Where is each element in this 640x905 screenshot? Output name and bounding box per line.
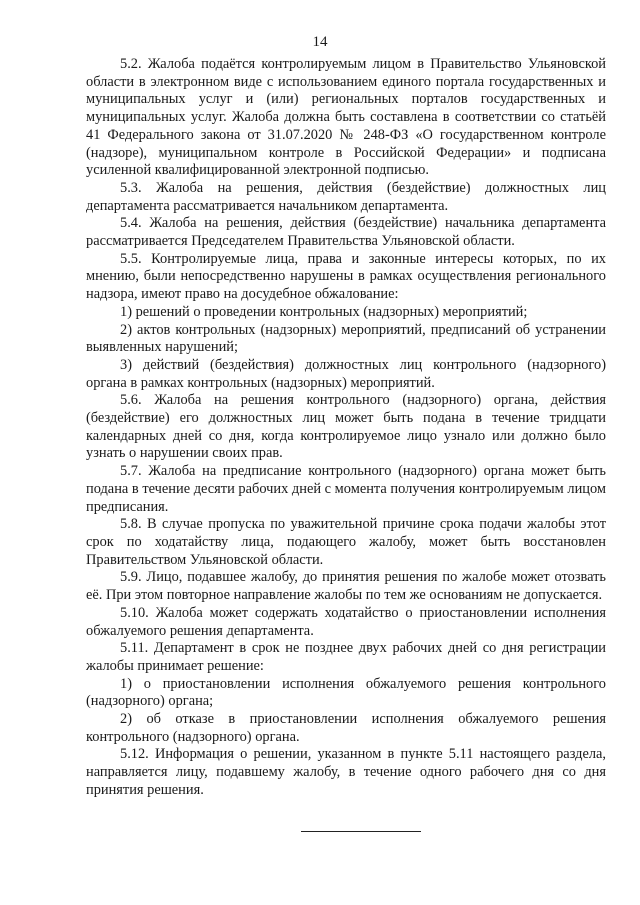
paragraph-5-4: 5.4. Жалоба на решения, действия (бездействие) начальника департамента рассматривается Председателем Правительства Ульяновской области.	[86, 215, 606, 250]
paragraph-5-5: 5.5. Контролируемые лица, права и законные интересы которых, по их мнению, были непосредственно нарушены в рамках осуществления регионального надзора, имеют право на досудебное обжалование:	[86, 250, 606, 303]
document-body	[86, 56, 606, 800]
page-number: 14	[312, 34, 328, 50]
paragraph-5-10: 5.10. Жалоба может содержать ходатайство о приостановлении исполнения обжалуемого решения департамента.	[86, 604, 606, 639]
list-item-5-5-1: 1) решений о проведении контрольных (надзорных) мероприятий;	[120, 303, 528, 320]
paragraph-5-2: 5.2. Жалоба подаётся контролируемым лицом в Правительство Ульяновской области в электронном виде с использованием единого портала государственных и муниципальных услуг и (или) региональных порталов государственных и муниципальных услуг. Жалоба должна быть составлена в соответствии со статьёй 41 Федерального закона от 31.07.2020 № 248-ФЗ «О государственном контроле (надзоре), муниципальном контроле в Российской Федерации» и подписана усиленной квалифицированной электронной подписью.	[86, 56, 606, 179]
paragraph-5-7: 5.7. Жалоба на предписание контрольного (надзорного) органа может быть подана в течение десяти рабочих дней с момента получения контролируемым лицом предписания.	[86, 463, 606, 515]
paragraph-5-3: 5.3. Жалоба на решения, действия (бездействие) должностных лиц департамента рассматривается начальником департамента.	[86, 179, 606, 214]
paragraph-5-12: 5.12. Информация о решении, указанном в пункте 5.11 настоящего раздела, направляется лицу, подавшему жалобу, в течение одного рабочего дня со дня принятия решения.	[86, 746, 606, 798]
paragraph-5-11: 5.11. Департамент в срок не позднее двух рабочих дней со дня регистрации жалобы принимает решение:	[86, 640, 606, 674]
paragraph-5-6: 5.6. Жалоба на решения контрольного (надзорного) органа, действия (бездействие) его должностных лиц может быть подана в течение тридцати календарных дней со дня, когда контролируемое лицо узнало или должно было узнать о нарушении своих прав.	[86, 392, 606, 462]
list-item-5-5-3: 3) действий (бездействия) должностных лиц контрольного (надзорного) органа в рамках контрольных (надзорных) мероприятий.	[86, 356, 606, 391]
paragraph-5-9: 5.9. Лицо, подавшее жалобу, до принятия решения по жалобе может отозвать её. При этом повторное направление жалобы по тем же основаниям не допускается.	[86, 569, 606, 604]
end-of-section-rule	[301, 831, 421, 832]
list-item-5-11-2: 2) об отказе в приостановлении исполнения обжалуемого решения контрольного (надзорного) органа.	[86, 711, 606, 745]
list-item-5-5-2: 2) актов контрольных (надзорных) мероприятий, предписаний об устранении выявленных нарушений;	[86, 321, 606, 356]
paragraph-5-8: 5.8. В случае пропуска по уважительной причине срока подачи жалобы этот срок по ходатайству лица, подающего жалобу, может быть восстановлен Правительством Ульяновской области.	[86, 516, 606, 568]
list-item-5-11-1: 1) о приостановлении исполнения обжалуемого решения контрольного (надзорного) органа;	[86, 675, 606, 710]
